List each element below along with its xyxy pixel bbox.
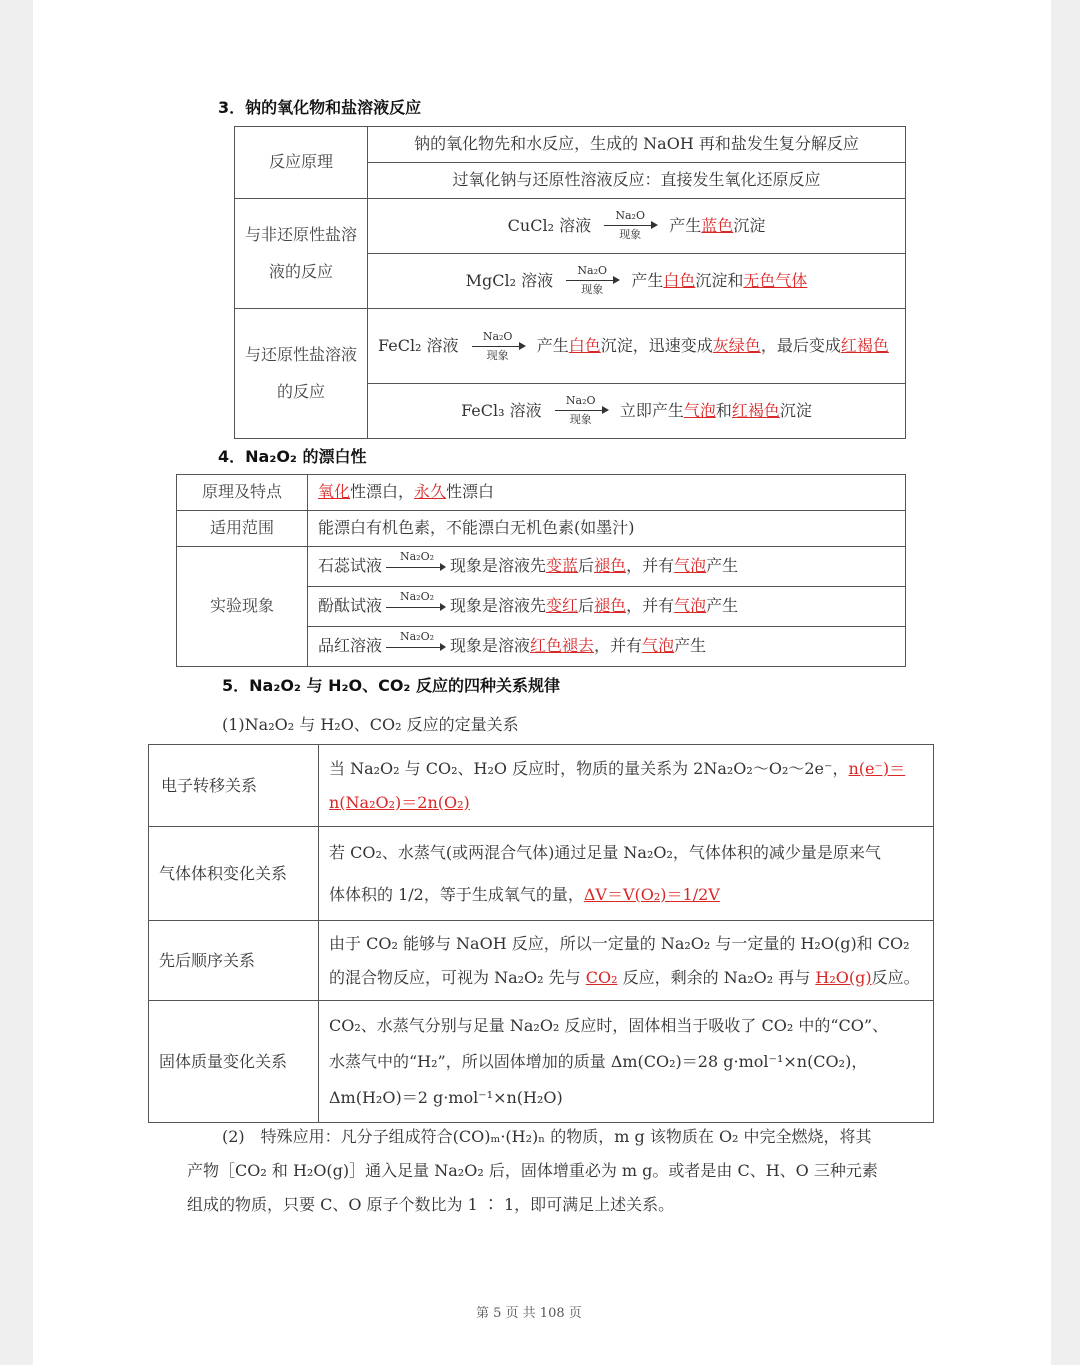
reaction-arrow: Na₂O 现象 <box>564 271 620 291</box>
sec4-label-phenomena: 实验现象 <box>177 547 308 667</box>
reaction-arrow: Na₂O 现象 <box>470 337 526 357</box>
sec5-table <box>148 744 934 1123</box>
sec3-label-nonreducing: 与非还原性盐溶液的反应 <box>235 199 368 309</box>
sec5-label-mass: 固体质量变化关系 <box>149 1001 319 1123</box>
sec5-label-volume: 气体体积变化关系 <box>149 827 319 921</box>
sec3-label-principle: 反应原理 <box>235 127 368 199</box>
sec4-label-principle: 原理及特点 <box>177 475 308 511</box>
section-4-title: 4．Na₂O₂ 的漂白性 <box>218 447 367 466</box>
reaction-arrow: Na₂O₂ <box>386 600 446 614</box>
sec3-principle-b: 过氧化钠与还原性溶液反应：直接发生氧化还原反应 <box>368 163 906 199</box>
sec3-fecl2-row: FeCl₂ 溶液 Na₂O 现象 产生白色沉淀，迅速变成灰绿色，最后变成红褐色 <box>368 309 906 384</box>
section-3-title: 3．钠的氧化物和盐溶液反应 <box>218 98 422 117</box>
sec4-exp-litmus: 石蕊试液 Na₂O₂ 现象是溶液先变蓝后褪色，并有气泡产生 <box>308 547 906 587</box>
section-5-title: 5．Na₂O₂ 与 H₂O、CO₂ 反应的四种关系规律 <box>222 676 561 695</box>
sec4-exp-magenta: 品红溶液 Na₂O₂ 现象是溶液红色褪去，并有气泡产生 <box>308 627 906 667</box>
sec5-volume: 若 CO₂、水蒸气(或两混合气体)通过足量 Na₂O₂，气体体积的减少量是原来气 体体积的 1/2，等于生成氧气的量，ΔV＝V(O₂)＝1/2V <box>319 827 934 921</box>
sec5-electron: 当 Na₂O₂ 与 CO₂、H₂O 反应时，物质的量关系为 2Na₂O₂～O₂～2e⁻，n(e⁻)＝n(Na₂O₂)＝2n(O₂) <box>319 745 934 827</box>
sec5-order: 由于 CO₂ 能够与 NaOH 反应，所以一定量的 Na₂O₂ 与一定量的 H₂O(g)和 CO₂ 的混合物反应，可视为 Na₂O₂ 先与 CO₂ 反应，剩余的 Na₂O₂ 再与 H₂O(g)反应。 <box>319 921 934 1001</box>
answer-blue: 蓝色 <box>701 215 734 235</box>
sec3-label-reducing: 与还原性盐溶液的反应 <box>235 309 368 439</box>
page-footer: 第 5 页 共 108 页 <box>476 1306 582 1321</box>
sec5-label-electron: 电子转移关系 <box>149 745 319 827</box>
sec3-cucl2-row: CuCl₂ 溶液 Na₂O 现象 产生蓝色沉淀 <box>368 199 906 254</box>
sec4-scope: 能漂白有机色素，不能漂白无机色素(如墨汁) <box>308 511 906 547</box>
sec4-table <box>176 474 906 667</box>
reaction-arrow: Na₂O₂ <box>386 560 446 574</box>
sec3-mgcl2-row: MgCl₂ 溶液 Na₂O 现象 产生白色沉淀和无色气体 <box>368 254 906 309</box>
special-application-line-2: 产物［CO₂ 和 H₂O(g)］通入足量 Na₂O₂ 后，固体增重必为 m g。或者是由 C、H、O 三种元素 <box>187 1161 878 1180</box>
sec3-table <box>234 126 906 439</box>
reaction-arrow: Na₂O 现象 <box>602 216 658 236</box>
cucl2-text: CuCl₂ 溶液 <box>507 215 592 235</box>
sec4-label-scope: 适用范围 <box>177 511 308 547</box>
sec3-principle-a: 钠的氧化物先和水反应，生成的 NaOH 再和盐发生复分解反应 <box>368 127 906 163</box>
reaction-arrow: Na₂O 现象 <box>553 401 609 421</box>
reaction-arrow: Na₂O₂ <box>386 640 446 654</box>
sec5-label-order: 先后顺序关系 <box>149 921 319 1001</box>
sec4-exp-phenolphthalein: 酚酞试液 Na₂O₂ 现象是溶液先变红后褪色，并有气泡产生 <box>308 587 906 627</box>
sec3-fecl3-row: FeCl₃ 溶液 Na₂O 现象 立即产生气泡和红褐色沉淀 <box>368 384 906 439</box>
special-application-line-1: (2) 特殊应用：凡分子组成符合(CO)ₘ·(H₂)ₙ 的物质，m g 该物质在 O₂ 中完全燃烧，将其 <box>222 1127 872 1146</box>
section-5-subtitle: (1)Na₂O₂ 与 H₂O、CO₂ 反应的定量关系 <box>222 715 519 734</box>
sec4-principle: 氧化性漂白，永久性漂白 <box>308 475 906 511</box>
sec5-mass: CO₂、水蒸气分别与足量 Na₂O₂ 反应时，固体相当于吸收了 CO₂ 中的“CO”、 水蒸气中的“H₂”，所以固体增加的质量 Δm(CO₂)＝28 g·mol⁻¹×n(CO₂)， Δm(H₂O)＝2 g·mol⁻¹×n(H₂O) <box>319 1001 934 1123</box>
special-application-line-3: 组成的物质，只要 C、O 原子个数比为 1 ∶ 1，即可满足上述关系。 <box>187 1195 675 1214</box>
